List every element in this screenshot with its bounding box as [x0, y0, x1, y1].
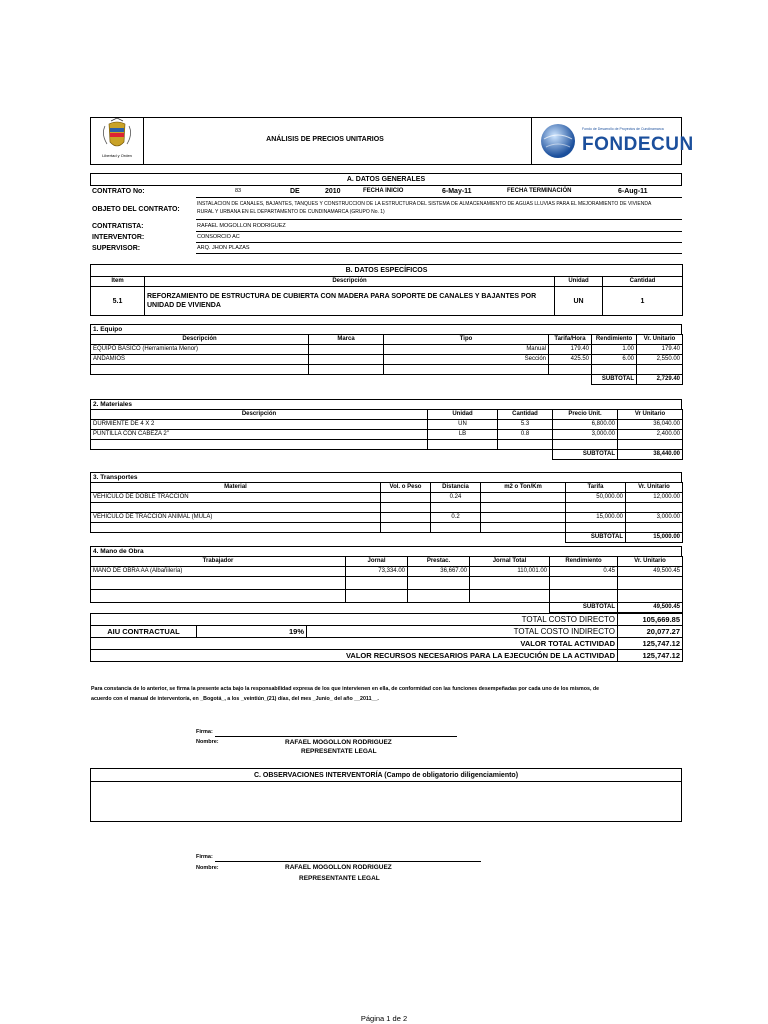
materiales-cell: PUNTILLA CON CABEZA 2" [91, 430, 428, 440]
materiales-table [90, 409, 683, 460]
mano-obra-header-trabajador: Trabajador [91, 557, 346, 567]
mano-obra-cell: MANO DE OBRA AA (Albañilería) [91, 567, 346, 577]
transporte-cell: 15,000.00 [566, 513, 626, 523]
materiales-header-descripcion: Descripción [91, 410, 428, 420]
materiales-subtotal-value: 38,440.00 [618, 450, 683, 460]
materiales-header-precio: Precio Unit. [553, 410, 618, 420]
aiu-label: AIU CONTRACTUAL [91, 626, 197, 638]
firma1-nombre-label: Nombre: [196, 739, 219, 745]
table-row [91, 440, 683, 450]
transporte-cell [381, 513, 431, 523]
equipo-header-vr-unitario: Vr. Unitario [637, 335, 683, 345]
transporte-header-vr-unitario: Vr. Unitario [626, 483, 683, 493]
constancia-line1: Para constancia de lo anterior, se firma la presente acta bajo la responsabilidad expresa de los que intervienen en ella, de conformidad con las funciones desempeñadas por cada uno de los mismos, de [91, 686, 600, 692]
recursos-value: 125,747.12 [618, 650, 683, 662]
globe-icon [538, 121, 578, 161]
firma1-cargo: REPRESENTATE LEGAL [301, 748, 377, 755]
equipo-cell: 179.40 [549, 345, 592, 355]
mano-obra-cell: 49,500.45 [618, 567, 683, 577]
equipo-header-descripcion: Descripción [91, 335, 309, 345]
equipo-header-tipo: Tipo [384, 335, 549, 345]
colombia-logo [91, 118, 144, 164]
header-unidad: Unidad [555, 277, 603, 287]
item-value: 5.1 [91, 287, 145, 316]
descripcion-value: REFORZAMIENTO DE ESTRUCTURA DE CUBIERTA CON MADERA PARA SOPORTE DE CANALES Y BAJANTES POR UNIDAD DE VIVIENDA [145, 287, 555, 316]
supervisor-value: ARQ. JHON PLAZAS [197, 245, 250, 251]
materiales-subtotal-label: SUBTOTAL [553, 450, 618, 460]
table-row [91, 503, 683, 513]
header-cantidad: Cantidad [603, 277, 683, 287]
page-number: Página 1 de 2 [360, 1014, 408, 1023]
mano-obra-title: 4. Mano de Obra [90, 546, 682, 556]
unidad-value: UN [555, 287, 603, 316]
totales-table [90, 613, 683, 662]
table-row [91, 430, 683, 440]
mano-obra-subtotal-value: 49,500.45 [618, 603, 683, 613]
equipo-cell: 179.40 [637, 345, 683, 355]
firma1-line [215, 736, 457, 737]
transporte-cell: VEHICULO DE DOBLE TRACCION [91, 493, 381, 503]
fecha-terminacion-label: FECHA TERMINACIÓN [507, 188, 572, 194]
interventor-label: INTERVENTOR: [92, 234, 145, 241]
equipo-cell: 1.00 [592, 345, 637, 355]
table-row [91, 513, 683, 523]
firma2-line [215, 861, 481, 862]
firma2-nombre: RAFAEL MOGOLLON RODRIGUEZ [285, 864, 392, 871]
transporte-cell: VEHICULO DE TRACCION ANIMAL (MULA) [91, 513, 381, 523]
equipo-cell: Manual [384, 345, 549, 355]
table-row [91, 590, 683, 603]
contrato-label: CONTRATO No: [92, 188, 145, 195]
materiales-cell: 6,800.00 [553, 420, 618, 430]
mano-obra-cell: 0.45 [550, 567, 618, 577]
valor-total-label: VALOR TOTAL ACTIVIDAD [91, 638, 618, 650]
materiales-cell: 0.8 [498, 430, 553, 440]
transporte-cell: 0.24 [431, 493, 481, 503]
contratista-value: RAFAEL MOGOLLON RODRIGUEZ [197, 223, 286, 229]
table-row [91, 420, 683, 430]
interventor-value: CONSORCIO AC [197, 234, 240, 240]
header-descripcion: Descripción [145, 277, 555, 287]
section-a-title: A. DATOS GENERALES [90, 173, 682, 186]
transporte-cell [481, 513, 566, 523]
total-directo-label: TOTAL COSTO DIRECTO [91, 614, 618, 626]
constancia-line2: acuerdo con el manual de interventoría, en _Bogotá_, a los _veintiún_(21) días, del mes _Junio_ del año __2011__. [91, 696, 379, 702]
transporte-cell [481, 493, 566, 503]
materiales-cell: 36,040.00 [618, 420, 683, 430]
transporte-cell [381, 493, 431, 503]
mano-obra-table [90, 556, 683, 613]
fondecun-logo [531, 118, 694, 164]
equipo-cell: ANDAMIOS [91, 355, 309, 365]
total-indirecto-value: 20,077.27 [618, 626, 683, 638]
interventor-underline [196, 242, 682, 243]
fecha-inicio-label: FECHA INICIO [363, 188, 404, 194]
objeto-line2: RURAL Y URBANA EN EL DEPARTAMENTO DE CUNDINAMARCA (GRUPO No. 1) [197, 209, 385, 215]
mano-obra-cell: 73,334.00 [346, 567, 408, 577]
transporte-cell: 3,000.00 [626, 513, 683, 523]
firma2-nombre-label: Nombre: [196, 865, 219, 871]
table-row [91, 355, 683, 365]
page-title: ANÁLISIS DE PRECIOS UNITARIOS [266, 136, 384, 143]
mano-obra-header-jornal-total: Jornal Total [470, 557, 550, 567]
header-item: Item [91, 277, 145, 287]
equipo-header-rendimiento: Rendimiento [592, 335, 637, 345]
equipo-cell: 2,550.00 [637, 355, 683, 365]
mano-obra-header-prestac: Prestac. [408, 557, 470, 567]
objeto-underline [196, 219, 682, 220]
mano-obra-header-jornal: Jornal [346, 557, 408, 567]
logo-left-text: Libertad y Orden [102, 153, 132, 158]
transporte-header-m2: m2 o Ton/Km [481, 483, 566, 493]
total-directo-value: 105,669.85 [618, 614, 683, 626]
contrato-value: 83 [235, 188, 242, 194]
contrato-underline [196, 197, 682, 198]
section-b-title: B. DATOS ESPECÍFICOS [91, 265, 683, 277]
valor-total-value: 125,747.12 [618, 638, 683, 650]
materiales-header-cantidad: Cantidad [498, 410, 553, 420]
transporte-header-material: Material [91, 483, 381, 493]
year-value: 2010 [325, 188, 341, 195]
transporte-header-vol: Vol. o Peso [381, 483, 431, 493]
equipo-subtotal-label: SUBTOTAL [592, 375, 637, 385]
firma1-nombre: RAFAEL MOGOLLON RODRIGUEZ [285, 739, 392, 746]
transporte-header-tarifa: Tarifa [566, 483, 626, 493]
mano-obra-header-rendimiento: Rendimiento [550, 557, 618, 567]
observaciones-title: C. OBSERVACIONES INTERVENTORÍA (Campo de obligatorio diligenciamiento) [90, 768, 682, 782]
materiales-cell: DURMIENTE DE 4 X 2 [91, 420, 428, 430]
equipo-subtotal-value: 2,729.40 [637, 375, 683, 385]
equipo-cell: 6.00 [592, 355, 637, 365]
transporte-cell: 50,000.00 [566, 493, 626, 503]
supervisor-underline [196, 253, 682, 254]
materiales-header-unidad: Unidad [428, 410, 498, 420]
firma2-cargo: REPRESENTANTE LEGAL [299, 875, 380, 882]
recursos-label: VALOR RECURSOS NECESARIOS PARA LA EJECUCIÓN DE LA ACTIVIDAD [91, 650, 618, 662]
contratista-underline [196, 231, 682, 232]
materiales-cell: UN [428, 420, 498, 430]
materiales-header-vr-unitario: Vr Unitario [618, 410, 683, 420]
transporte-header-distancia: Distancia [431, 483, 481, 493]
fecha-inicio-value: 6-May-11 [442, 188, 472, 195]
cantidad-value: 1 [603, 287, 683, 316]
transporte-subtotal-label: SUBTOTAL [566, 533, 626, 543]
table-row [91, 365, 683, 375]
firma2-label: Firma: [196, 854, 213, 860]
mano-obra-header-vr-unitario: Vr. Unitario [618, 557, 683, 567]
transporte-subtotal-value: 15,000.00 [626, 533, 683, 543]
materiales-cell: 2,400.00 [618, 430, 683, 440]
equipo-table [90, 334, 683, 385]
table-row [91, 577, 683, 590]
mano-obra-subtotal-label: SUBTOTAL [550, 603, 618, 613]
transporte-title: 3. Transportes [90, 472, 682, 482]
de-label: DE [290, 188, 300, 195]
firma1-label: Firma: [196, 729, 213, 735]
total-indirecto-label: TOTAL COSTO INDIRECTO [307, 626, 618, 638]
materiales-title: 2. Materiales [90, 399, 682, 409]
equipo-cell [309, 345, 384, 355]
fondecun-wordmark: FONDECUN [582, 134, 694, 155]
fondecun-subtitle: Fondo de Desarrollo de Proyectos de Cundinamarca [582, 127, 664, 131]
equipo-cell: 425.50 [549, 355, 592, 365]
transporte-cell: 12,000.00 [626, 493, 683, 503]
datos-especificos-table [90, 264, 683, 316]
equipo-header-marca: Marca [309, 335, 384, 345]
table-row [91, 345, 683, 355]
mano-obra-cell: 110,001.00 [470, 567, 550, 577]
equipo-header-tarifa: Tarifa/Hora [549, 335, 592, 345]
table-row [91, 493, 683, 503]
table-row [91, 523, 683, 533]
equipo-cell: Sección [384, 355, 549, 365]
transporte-cell: 0.2 [431, 513, 481, 523]
objeto-label: OBJETO DEL CONTRATO: [92, 206, 180, 213]
materiales-cell: 3,000.00 [553, 430, 618, 440]
observaciones-field[interactable] [90, 781, 682, 822]
supervisor-label: SUPERVISOR: [92, 245, 141, 252]
mano-obra-cell: 36,667.00 [408, 567, 470, 577]
fecha-terminacion-value: 6-Aug-11 [618, 188, 648, 195]
materiales-cell: 5.3 [498, 420, 553, 430]
contratista-label: CONTRATISTA: [92, 223, 144, 230]
aiu-value: 19% [197, 626, 307, 638]
equipo-cell: EQUIPO BASICO (Herramienta Menor) [91, 345, 309, 355]
equipo-cell [309, 355, 384, 365]
transporte-table [90, 482, 683, 543]
table-row [91, 567, 683, 577]
equipo-title: 1. Equipo [90, 324, 682, 334]
objeto-line1: INSTALACION DE CANALES, BAJANTES, TANQUES Y CONSTRUCCION DE LA ESTRUCTURA DEL SISTEMA DE ALMACENAMIENTO DE AGUAS LLUVIAS PARA EL MEJORAMIENTO DE VIVIENDA [197, 201, 652, 207]
materiales-cell: LB [428, 430, 498, 440]
